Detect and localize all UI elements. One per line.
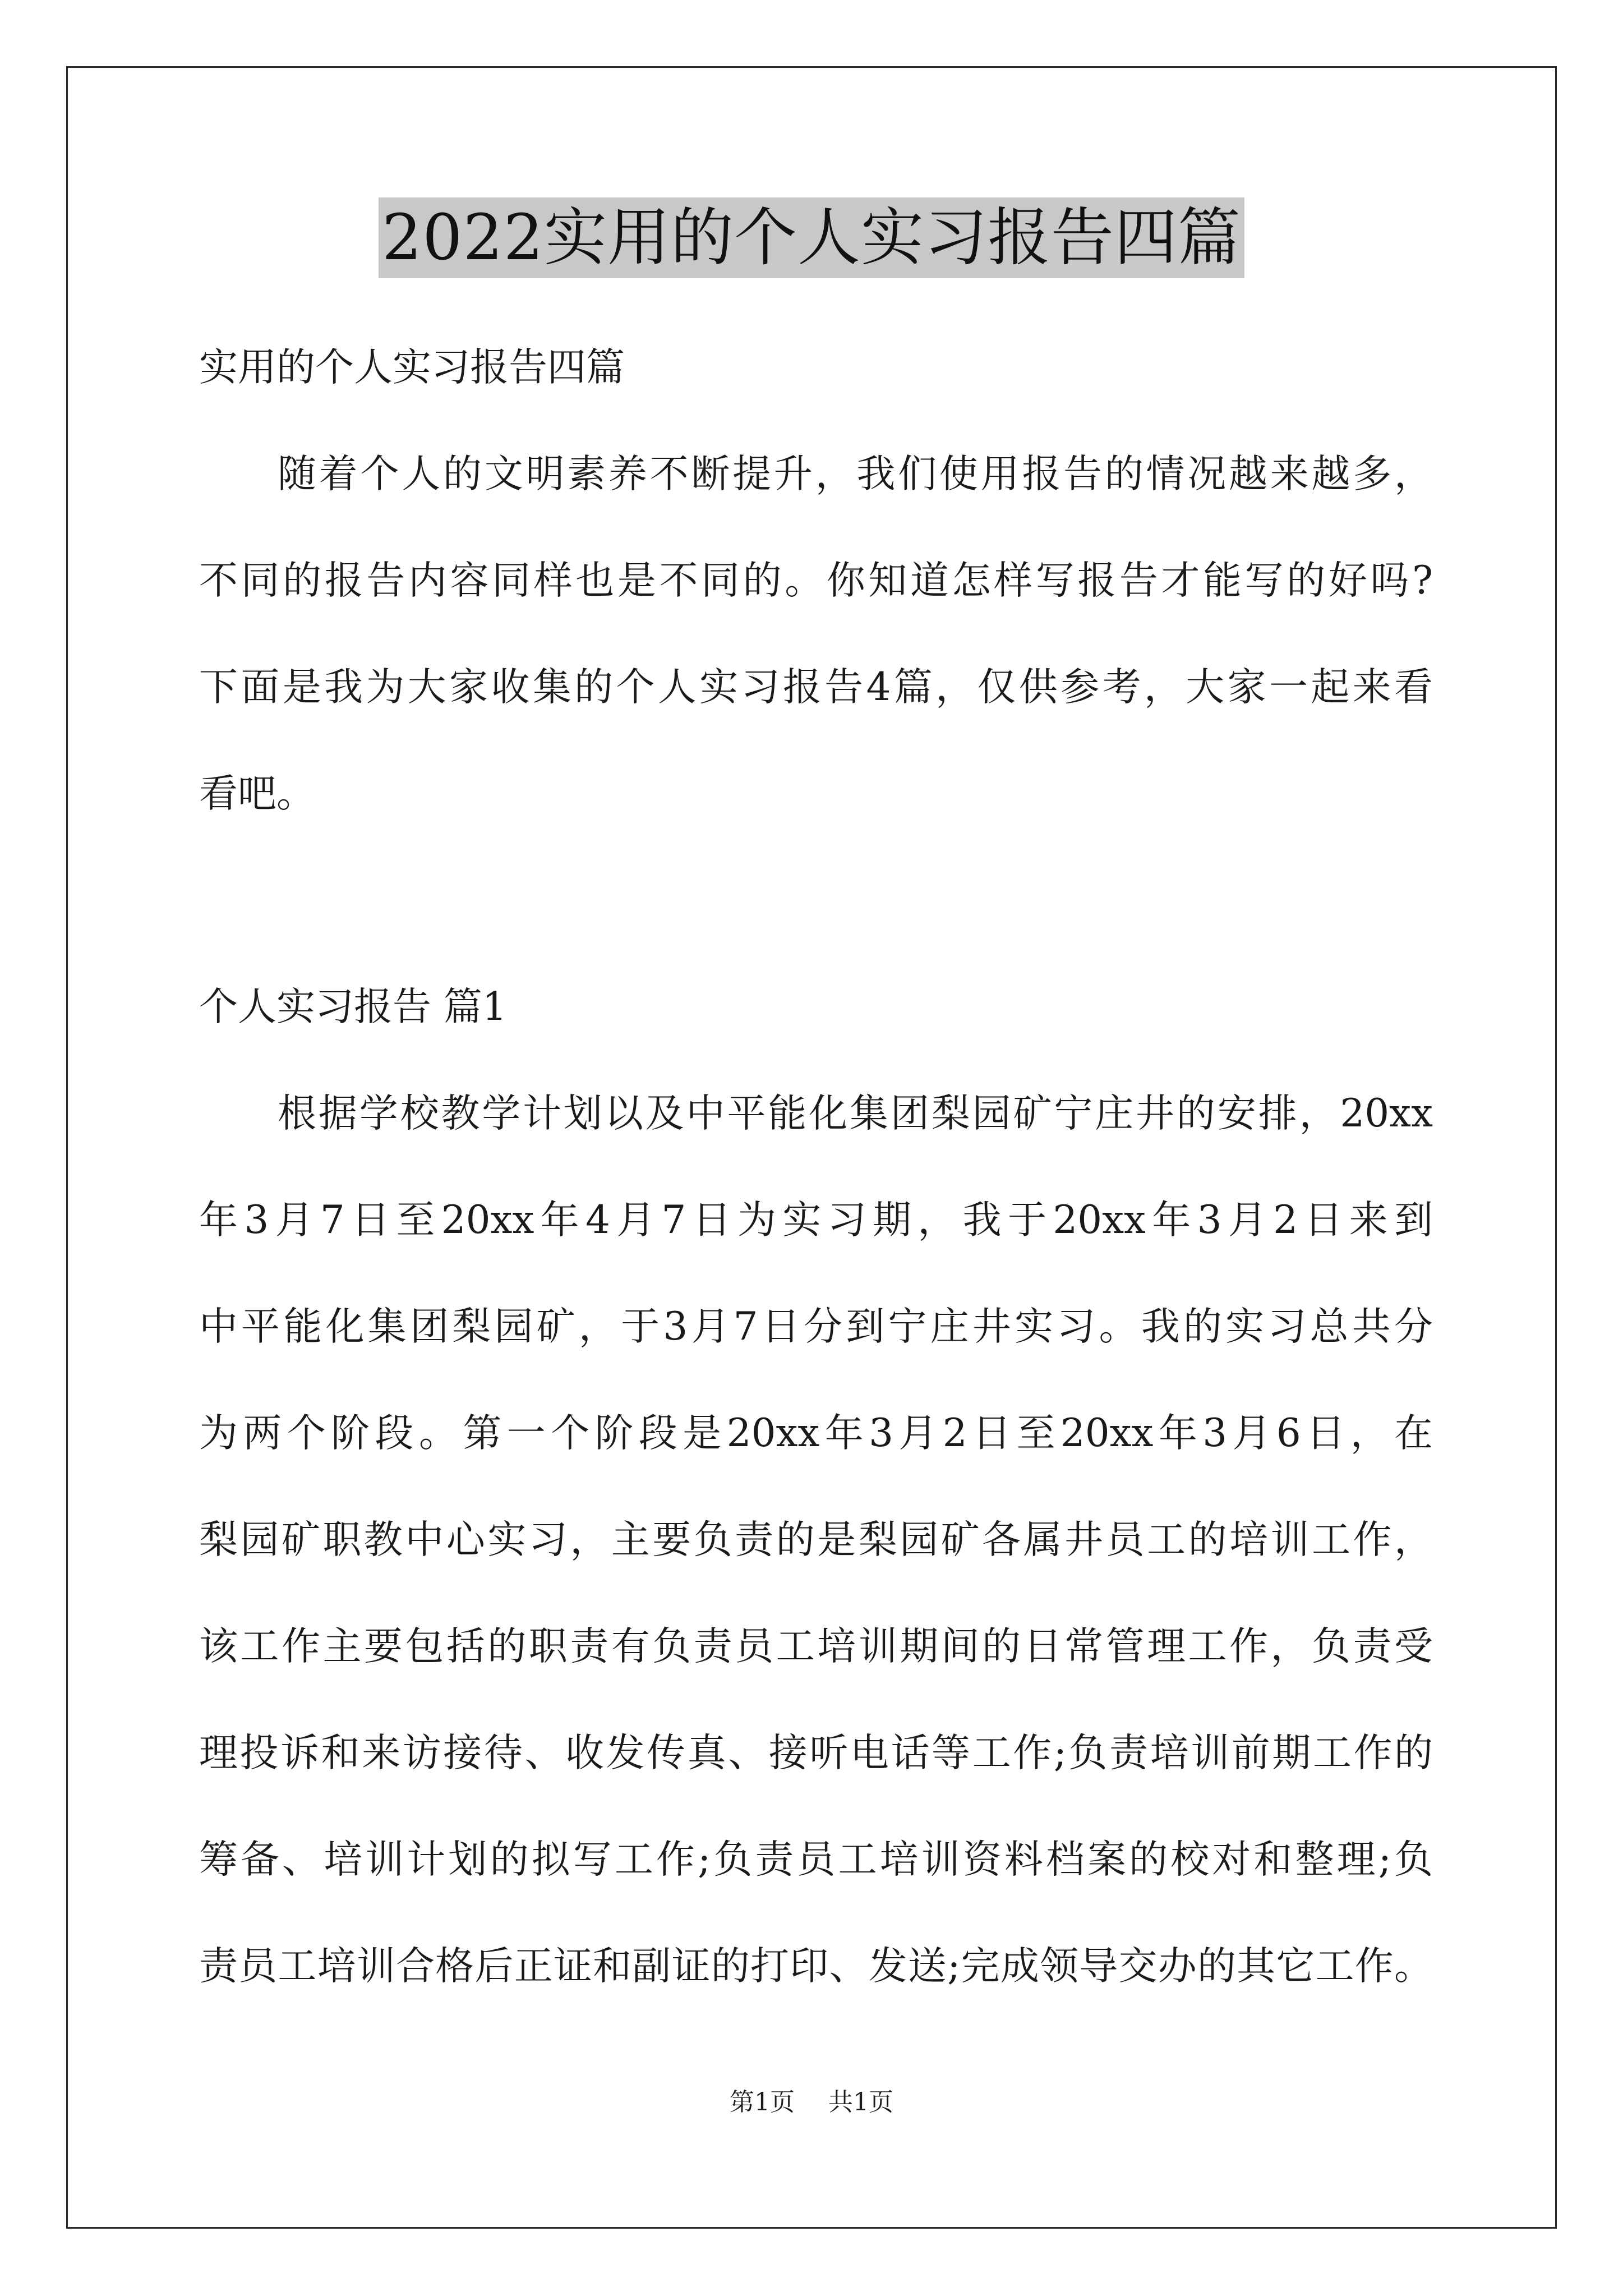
body-line: 筹备、培训计划的拟写工作;负责员工培训资料档案的校对和整理;负: [199, 1837, 1433, 1882]
body-line: 责员工培训合格后正证和副证的打印、发送;完成领导交办的其它工作。: [199, 1944, 1433, 1989]
section-heading: 个人实习报告 篇1: [199, 984, 507, 1029]
intro-line: 看吧。: [199, 771, 315, 816]
body-line: 年3月7日至20xx年4月7日为实习期，我于20xx年3月2日来到: [199, 1198, 1433, 1243]
body-line: 为两个阶段。第一个阶段是20xx年3月2日至20xx年3月6日，在: [199, 1411, 1433, 1456]
intro-line: 下面是我为大家收集的个人实习报告4篇，仅供参考，大家一起来看: [199, 665, 1433, 710]
body-line: 理投诉和来访接待、收发传真、接听电话等工作;负责培训前期工作的: [199, 1731, 1433, 1775]
title-container: [0, 197, 1623, 278]
page-total: 共1页: [828, 2088, 893, 2116]
body-line: 根据学校教学计划以及中平能化集团梨园矿宁庄井的安排，20xx: [278, 1091, 1433, 1136]
body-line: 梨园矿职教中心实习，主要负责的是梨园矿各属井员工的培训工作，: [199, 1517, 1433, 1562]
body-line: 中平能化集团梨园矿，于3月7日分到宁庄井实习。我的实习总共分: [199, 1304, 1433, 1349]
intro-line: 不同的报告内容同样也是不同的。你知道怎样写报告才能写的好吗?: [199, 558, 1433, 603]
intro-line: 随着个人的文明素养不断提升，我们使用报告的情况越来越多，: [278, 452, 1433, 496]
document-title: 2022实用的个人实习报告四篇: [379, 197, 1244, 278]
page-footer: [0, 2086, 1623, 2119]
paragraph-spacer: [199, 847, 1433, 954]
document-subtitle: 实用的个人实习报告四篇: [199, 345, 625, 390]
document-body: [199, 314, 1433, 2019]
body-line: 该工作主要包括的职责有负责员工培训期间的日常管理工作，负责受: [199, 1624, 1433, 1669]
page-number: 第1页: [730, 2088, 795, 2116]
